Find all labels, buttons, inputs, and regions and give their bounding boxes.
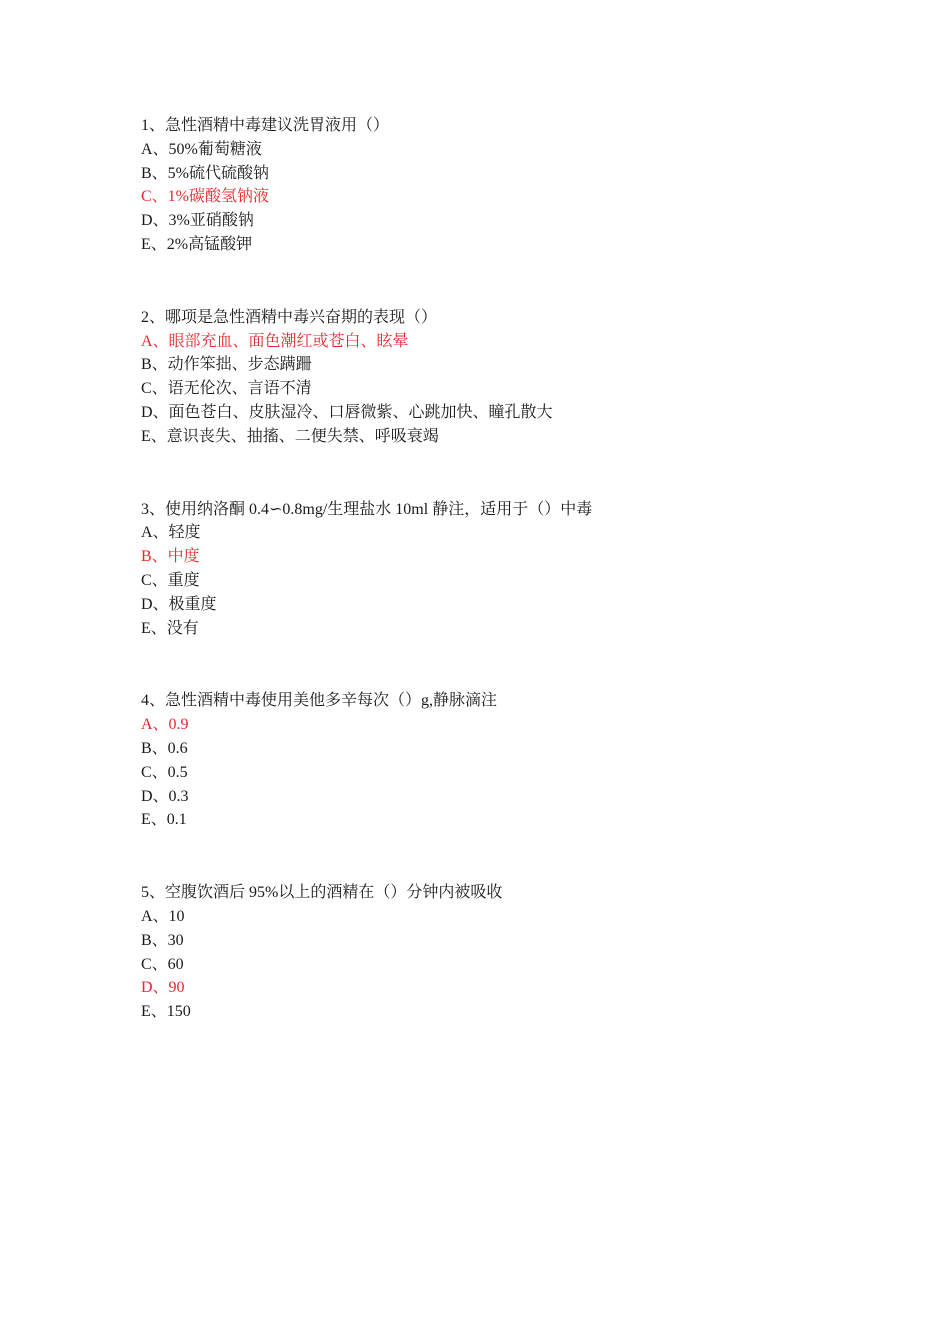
option-c: C、语无伦次、言语不清	[141, 380, 312, 398]
question-1	[141, 114, 841, 257]
option-a: A、轻度	[141, 524, 201, 542]
option-b: B、0.6	[141, 739, 188, 757]
option-e: E、0.1	[141, 811, 187, 829]
option-b-correct: B、中度	[141, 548, 200, 566]
option-a: A、10	[141, 907, 185, 925]
question-2	[141, 306, 841, 449]
option-a: A、50%葡萄糖液	[141, 140, 262, 158]
question-stem: 3、使用纳洛酮 0.4∽0.8mg/生理盐水 10ml 静注，适用于（）中毒	[141, 500, 593, 518]
option-b: B、5%硫代硫酸钠	[141, 164, 270, 182]
option-c: C、0.5	[141, 763, 188, 781]
question-4	[141, 689, 841, 832]
option-d: D、3%亚硝酸钠	[141, 212, 254, 230]
option-c: C、重度	[141, 571, 200, 589]
option-a-correct: A、0.9	[141, 716, 189, 734]
option-c-correct: C、1%碳酸氢钠液	[141, 188, 270, 206]
option-e: E、意识丧失、抽搐、二便失禁、呼吸衰竭	[141, 427, 439, 445]
option-c: C、60	[141, 955, 184, 973]
option-a-correct: A、眼部充血、面色潮红或苍白、眩晕	[141, 332, 409, 350]
option-e: E、150	[141, 1003, 191, 1021]
option-e: E、没有	[141, 619, 199, 637]
question-stem: 4、急性酒精中毒使用美他多辛每次（）g,静脉滴注	[141, 692, 498, 710]
question-5	[141, 881, 841, 1024]
option-b: B、30	[141, 931, 184, 949]
option-d: D、极重度	[141, 595, 217, 613]
option-d-correct: D、90	[141, 979, 185, 997]
question-stem: 1、急性酒精中毒建议洗胃液用（）	[141, 117, 390, 134]
document-page	[141, 114, 841, 1073]
option-d: D、面色苍白、皮肤湿冷、口唇微紫、心跳加快、瞳孔散大	[141, 403, 553, 421]
question-stem: 5、空腹饮酒后 95%以上的酒精在（）分钟内被吸收	[141, 884, 503, 902]
option-e: E、2%高锰酸钾	[141, 235, 253, 253]
option-b: B、动作笨拙、步态蹒跚	[141, 356, 312, 374]
question-stem: 2、哪项是急性酒精中毒兴奋期的表现（）	[141, 308, 438, 326]
option-d: D、0.3	[141, 787, 189, 805]
question-3	[141, 498, 841, 641]
